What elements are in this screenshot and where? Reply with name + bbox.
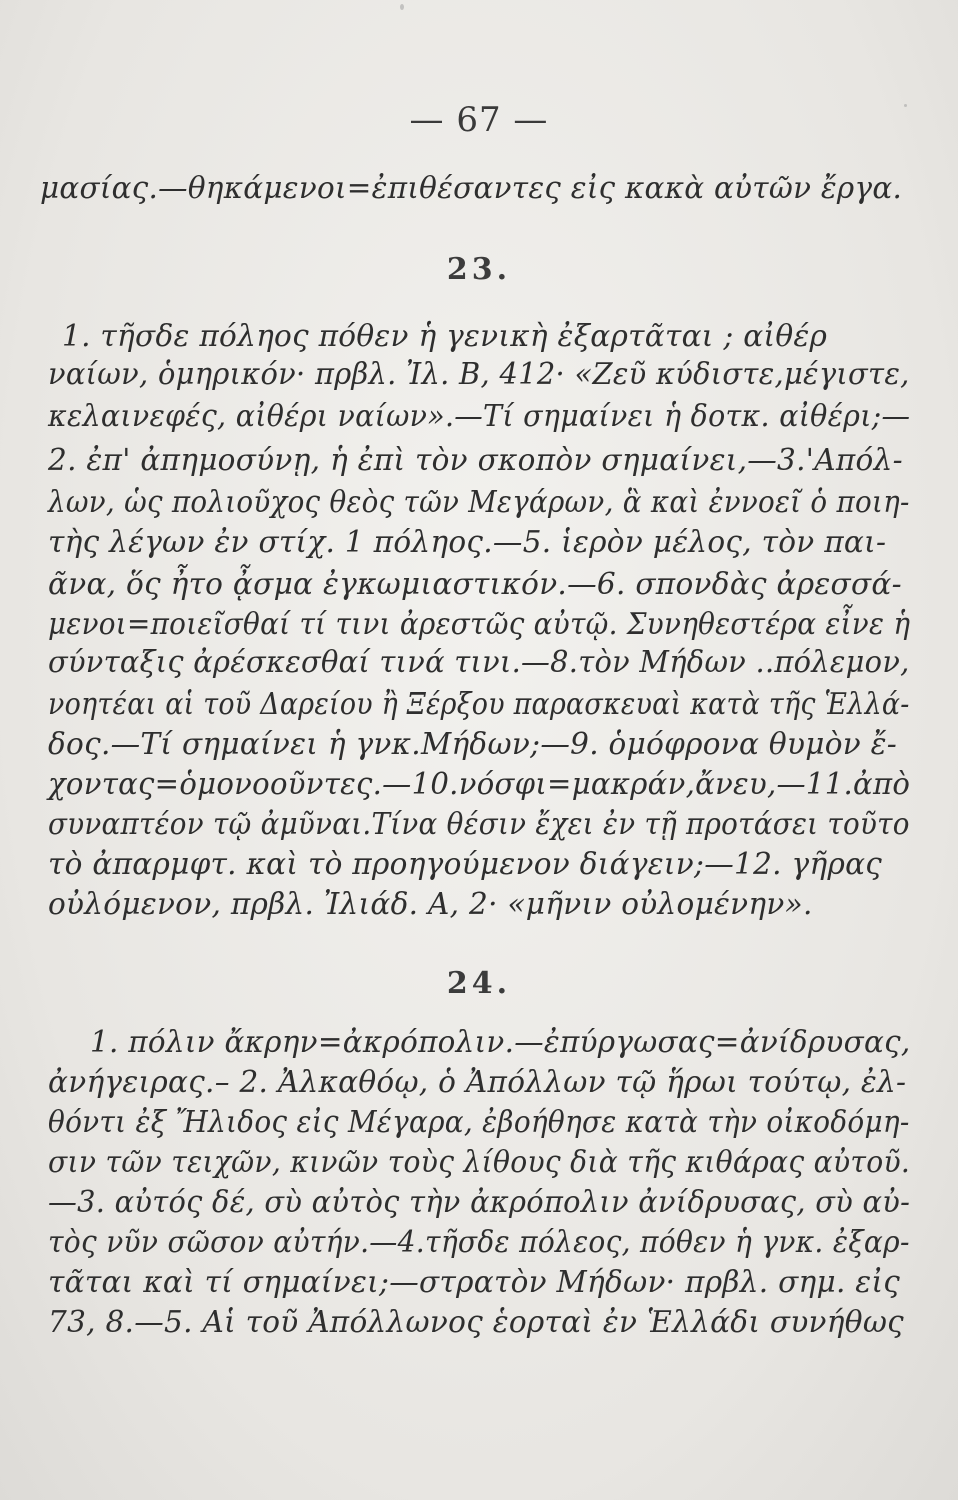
text-line: κελαινεφές, αἰθέρι ναίων».—Τί σημαίνει ἡ δοτκ. αἰθέρι;— [48,399,911,433]
paper-speck [400,4,404,10]
section-heading-23: 23. [446,252,512,287]
text-line: 2. ἐπ' ἀπημοσύνῃ, ἡ ἐπὶ τὸν σκοπὸν σημαίνει,—3.'Απόλ- [48,443,903,477]
text-line: συναπτέον τῷ ἀμῦναι.Τίνα θέσιν ἔχει ἐν τῇ προτάσει τοῦτο [48,807,910,841]
text-line: μασίας.—θηκάμενοι=ἐπιθέσαντες εἰς κακὰ αὐτῶν ἔργα. [40,171,903,205]
section-heading-24: 24. [446,966,512,1001]
text-line: σύνταξις ἀρέσκεσθαί τινά τινι.—8.τὸν Μήδων ..πόλεμον, [48,645,910,679]
page-number: — 67 — [409,100,549,140]
text-line: τὸς νῦν σῶσον αὐτήν.—4.τῆσδε πόλεος, πόθεν ἡ γνκ. ἐξαρ- [48,1225,910,1259]
text-line: χοντας=ὁμονοοῦντες.—10.νόσφι=μακράν,ἄνευ,—11.ἀπὸ [48,767,911,801]
text-line: θόντι ἐξ Ἤλιδος εἰς Μέγαρα, ἐβοήθησε κατὰ τὴν οἰκοδόμη- [48,1105,910,1139]
text-line: μενοι=ποιεῖσθαί τί τινι ἀρεστῶς αὐτῷ. Συνηθεστέρα εἶνε ἡ [48,607,911,641]
text-line: —3. αὐτός δέ, σὺ αὐτὸς τὴν ἀκρόπολιν ἀνίδρυσας, σὺ αὐ- [48,1185,911,1219]
text-line: 1. τῆσδε πόληος πόθεν ἡ γενικὴ ἐξαρτᾶται ; αἰθέρ [62,319,828,353]
text-line: λων, ὡς πολιοῦχος θεὸς τῶν Μεγάρων, ἃ καὶ ἐννοεῖ ὁ ποιη- [48,485,910,519]
text-line: σιν τῶν τειχῶν, κινῶν τοὺς λίθους διὰ τῆς κιθάρας αὐτοῦ. [48,1145,911,1179]
text-line: τᾶται καὶ τί σημαίνει;—στρατὸν Μήδων· πρβλ. σημ. εἰς [48,1265,901,1299]
text-line: νοητέαι αἱ τοῦ Δαρείου ἢ Ξέρξου παρασκευαὶ κατὰ τῆς Ἑλλά- [48,687,910,721]
text-line: ᾶνα, ὅς ἦτο ᾆσμα ἐγκωμιαστικόν.—6. σπονδὰς ἀρεσσά- [48,567,902,601]
text-line: τὴς λέγων ἐν στίχ. 1 πόληος.—5. ἱερὸν μέλος, τὸν παι- [48,525,887,559]
text-line: 1. πόλιν ἄκρην=ἀκρόπολιν.—ἐπύργωσας=ἀνίδρυσας, [90,1025,911,1059]
text-line: 73, 8.—5. Αἱ τοῦ Ἀπόλλωνος ἑορταὶ ἐν Ἑλλάδι συνήθως [48,1305,905,1339]
paper-speck [904,104,907,107]
text-line: ἀνήγειρας.– 2. Ἀλκαθόῳ, ὁ Ἀπόλλων τῷ ἥρωι τούτῳ, ἐλ- [48,1065,907,1099]
text-line: ναίων, ὁμηρικόν· πρβλ. Ἰλ. Β, 412· «Ζεῦ κύδιστε,μέγιστε, [48,357,910,391]
text-line: οὐλόμενον, πρβλ. Ἰλιάδ. Α, 2· «μῆνιν οὐλομένην». [48,887,813,921]
text-line: δος.—Τί σημαίνει ἡ γνκ.Μήδων;—9. ὁμόφρονα θυμὸν ἔ- [48,727,898,761]
text-line: τὸ ἀπαρμφτ. καὶ τὸ προηγούμενον διάγειν;—12. γῆρας [48,847,883,881]
